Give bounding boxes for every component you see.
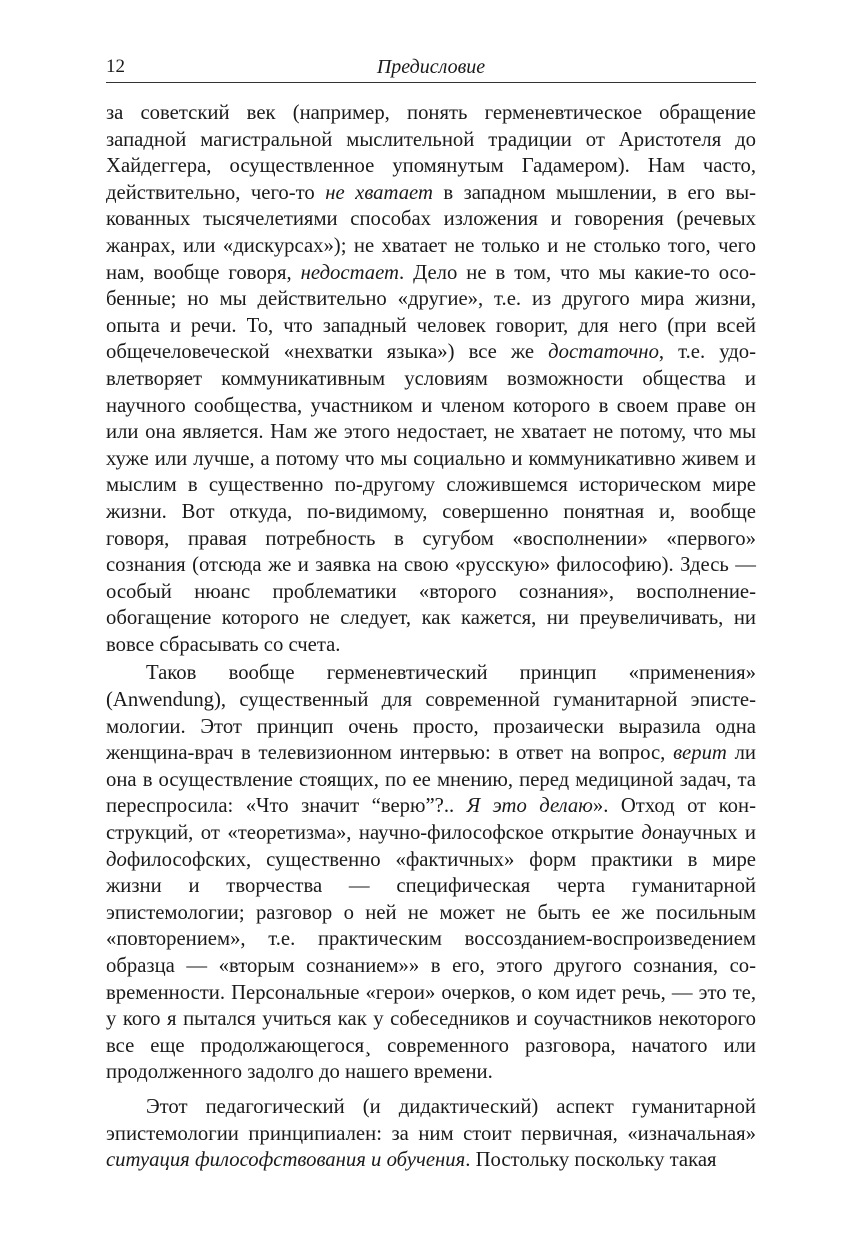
text-segment: , т.е. удовлетворяет коммуникативным условиям возможности общества и научного сообщества, участником и членом которого в своем праве он или она является. Нам же этого недостает, не хватает не потому, что мы хуже или лучше, а потому что мы социально и коммуникативно живем и мыслим в существенно по-другому сложившемся историческом мире жизни. Вот откуда, по-видимому, совершенно понятная и, вообще говоря, правая потребность в сугубом «восполнении» «первого» сознания (отсюда же и заявка на свою «русскую» философию). Здесь — особый нюанс проблематики «второго сознания», восполнение-обогащение которого не следует, как кажется, ни преувеличивать, ни вовсе сбрасывать со счета.: [106, 341, 756, 656]
paragraph: [106, 660, 756, 1086]
italic-segment: недостает: [300, 261, 399, 284]
running-title: Предисловие: [376, 56, 486, 78]
page-header: [106, 56, 756, 83]
text-segment: за советский век (например, понять герменевтическое обращение западной магистральной мыслительной традиции от Аристотеля до Хайдеггера, осуществленное упомянутым Гадамером). Нам часто, действительно, чего-то: [106, 102, 756, 204]
italic-segment: достаточно: [548, 341, 659, 364]
italic-segment: ситуация философствования и обучения: [106, 1149, 466, 1172]
text-segment: философских, существенно «фактичных» форм практики в мире жизни и творчества — специфическая черта гуманитарной эпистемологии; разговор о ней не может не быть ее же посильным «повторением», т.е. практическим воссозданием-воспроизведением образца — «вторым сознанием»» в его, этого другого сознания, современности. Персональные «герои» очерков, о ком идет речь, — это те, у кого я пытался учиться как у собеседников и соучастников некоторого все еще продолжающегося¸ современного разговора, начатого или продолженного задолго до нашего времени.: [106, 848, 756, 1084]
text-segment: Таков вообще герменевтический принцип «применения» (Anwendung), существенный для современной гуманитарной эпистемологии. Этот принцип очень просто, прозаически выразила одна женщина-врач в телевизионном интервью: в ответ на вопрос,: [106, 662, 756, 765]
italic-segment: до: [641, 822, 663, 845]
text-segment: ли она в осуществление стоящих, по ее мнению, перед медициной задач, та переспросила: «Что значит “верю”?..: [106, 742, 756, 818]
italic-segment: Я это делаю: [466, 795, 593, 818]
text-segment: . Дело не в том, что мы какие-то особенные; но мы действительно «другие», т.е. из другого мира жизни, опыта и речи. То, что западный человек говорит, для него (при всей общечеловеческой «нехватки языка») все же: [106, 261, 756, 364]
paragraph: [106, 100, 756, 658]
italic-segment: не хватает: [325, 181, 433, 204]
text-segment: Этот педагогический (и дидактический) аспект гуманитарной эпистемологии принципиален: за ним стоит первичная, «изначальная»: [106, 1095, 756, 1145]
italic-segment: верит: [673, 742, 727, 765]
text-segment: . Постольку поскольку такая: [465, 1149, 717, 1172]
text-segment: научных и: [662, 822, 756, 845]
text-segment: ». Отход от конструкций, от «теоретизма», научно-философское открытие: [106, 795, 756, 845]
text-segment: в западном мышлении, в его выкованных тысячелетиями способах изложения и говорения (речевых жанрах, или «дискурсах»); не хватает не только и не столько того, чего нам, вообще говоря,: [106, 181, 757, 284]
body-text: [106, 100, 756, 1174]
paragraph: [106, 1094, 756, 1174]
italic-segment: до: [106, 848, 127, 871]
page-number: 12: [106, 56, 125, 77]
